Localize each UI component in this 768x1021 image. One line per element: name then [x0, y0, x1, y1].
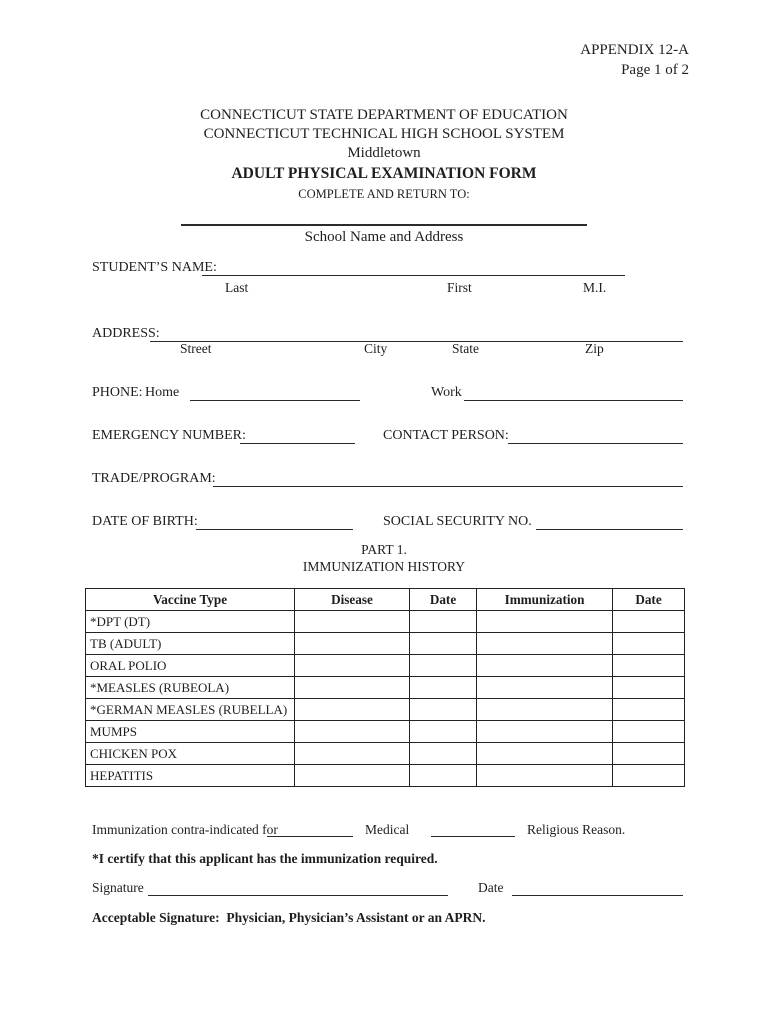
col-header-disease: Disease: [295, 589, 410, 611]
table-row: [86, 633, 685, 655]
address-sublabel-street: Street: [180, 341, 212, 356]
immunization-cell[interactable]: [477, 655, 613, 677]
table-row: [86, 677, 685, 699]
disease-cell[interactable]: [295, 721, 410, 743]
contra-religious-label: Religious Reason.: [527, 822, 626, 837]
disease-cell[interactable]: [295, 743, 410, 765]
school-name-blank[interactable]: [181, 214, 587, 226]
student-name-blank[interactable]: [202, 261, 625, 276]
phone-label: PHONE:: [92, 385, 143, 400]
part1-title: PART 1.: [361, 542, 407, 557]
signature-blank[interactable]: [148, 881, 448, 896]
page-corner-header: [580, 40, 689, 80]
date-cell[interactable]: [410, 655, 477, 677]
ssn-blank[interactable]: [536, 515, 683, 530]
disease-cell[interactable]: [295, 633, 410, 655]
date-of-birth-blank[interactable]: [196, 515, 353, 530]
table-row: [86, 743, 685, 765]
vaccine-name: *DPT (DT): [86, 611, 295, 633]
emergency-number-label: EMERGENCY NUMBER:: [92, 428, 246, 443]
date-of-birth-label: DATE OF BIRTH:: [92, 514, 198, 529]
title-block: [0, 106, 768, 204]
date-cell[interactable]: [410, 699, 477, 721]
table-header-row: [86, 589, 685, 611]
address-label: ADDRESS:: [92, 326, 160, 341]
signature-date-label: Date: [478, 880, 504, 895]
date-cell[interactable]: [613, 765, 685, 787]
trade-program-label: TRADE/PROGRAM:: [92, 471, 216, 486]
part1-subtitle: IMMUNIZATION HISTORY: [302, 559, 466, 574]
acceptable-signature-note: Acceptable Signature: Physician, Physician’s Assistant or an APRN.: [92, 910, 486, 925]
page-number-label: Page 1 of 2: [621, 62, 689, 78]
col-header-date2: Date: [613, 589, 685, 611]
phone-home-blank[interactable]: [190, 386, 360, 401]
school-name-caption: School Name and Address: [304, 229, 464, 245]
date-cell[interactable]: [613, 699, 685, 721]
date-cell[interactable]: [613, 677, 685, 699]
table-row: [86, 655, 685, 677]
contra-indicated-label: Immunization contra-indicated for: [92, 822, 278, 837]
vaccine-name: HEPATITIS: [86, 765, 295, 787]
date-cell[interactable]: [410, 611, 477, 633]
immunization-cell[interactable]: [477, 765, 613, 787]
immunization-table: [85, 588, 685, 787]
form-title: ADULT PHYSICAL EXAMINATION FORM: [231, 165, 537, 182]
date-cell[interactable]: [613, 655, 685, 677]
signature-label: Signature: [92, 880, 144, 895]
col-header-immunization: Immunization: [477, 589, 613, 611]
emergency-number-blank[interactable]: [240, 429, 355, 444]
contra-religious-blank[interactable]: [431, 822, 515, 837]
col-header-date1: Date: [410, 589, 477, 611]
disease-cell[interactable]: [295, 611, 410, 633]
student-name-label: STUDENT’S NAME:: [92, 260, 217, 275]
immunization-cell[interactable]: [477, 633, 613, 655]
date-cell[interactable]: [613, 721, 685, 743]
contra-medical-blank[interactable]: [267, 822, 353, 837]
vaccine-name: *GERMAN MEASLES (RUBELLA): [86, 699, 295, 721]
dept-title: CONNECTICUT STATE DEPARTMENT OF EDUCATION: [200, 107, 568, 123]
appendix-label: APPENDIX 12-A: [580, 42, 689, 58]
contra-medical-label: Medical: [365, 822, 410, 837]
city-title: Middletown: [347, 145, 421, 161]
signature-date-blank[interactable]: [512, 881, 683, 896]
date-cell[interactable]: [410, 743, 477, 765]
certify-statement: *I certify that this applicant has the immunization required.: [92, 851, 438, 866]
student-name-sublabel-first: First: [447, 280, 472, 295]
immunization-cell[interactable]: [477, 743, 613, 765]
address-blank[interactable]: [150, 327, 683, 342]
vaccine-name: MUMPS: [86, 721, 295, 743]
immunization-cell[interactable]: [477, 677, 613, 699]
immunization-cell[interactable]: [477, 721, 613, 743]
date-cell[interactable]: [613, 743, 685, 765]
return-to-label: COMPLETE AND RETURN TO:: [298, 187, 470, 201]
vaccine-name: *MEASLES (RUBEOLA): [86, 677, 295, 699]
address-sublabel-state: State: [452, 341, 479, 356]
date-cell[interactable]: [613, 611, 685, 633]
phone-work-label: Work: [431, 385, 462, 400]
table-row: [86, 721, 685, 743]
date-cell[interactable]: [410, 677, 477, 699]
vaccine-name: CHICKEN POX: [86, 743, 295, 765]
address-sublabel-zip: Zip: [585, 341, 604, 356]
student-name-sublabel-mi: M.I.: [583, 280, 607, 295]
disease-cell[interactable]: [295, 655, 410, 677]
date-cell[interactable]: [410, 765, 477, 787]
table-row: [86, 699, 685, 721]
disease-cell[interactable]: [295, 699, 410, 721]
table-row: [86, 765, 685, 787]
contact-person-blank[interactable]: [508, 429, 683, 444]
system-title: CONNECTICUT TECHNICAL HIGH SCHOOL SYSTEM: [203, 126, 565, 142]
disease-cell[interactable]: [295, 765, 410, 787]
immunization-cell[interactable]: [477, 611, 613, 633]
col-header-vaccine-type: Vaccine Type: [86, 589, 295, 611]
address-sublabel-city: City: [364, 341, 388, 356]
phone-work-blank[interactable]: [464, 386, 683, 401]
immunization-cell[interactable]: [477, 699, 613, 721]
trade-program-blank[interactable]: [213, 472, 683, 487]
vaccine-name: TB (ADULT): [86, 633, 295, 655]
vaccine-name: ORAL POLIO: [86, 655, 295, 677]
date-cell[interactable]: [613, 633, 685, 655]
date-cell[interactable]: [410, 721, 477, 743]
contact-person-label: CONTACT PERSON:: [383, 428, 509, 443]
ssn-label: SOCIAL SECURITY NO.: [383, 514, 532, 529]
disease-cell[interactable]: [295, 677, 410, 699]
student-name-sublabel-last: Last: [225, 280, 249, 295]
phone-home-label: Home: [145, 385, 180, 400]
part1-heading: [0, 541, 768, 575]
table-row: [86, 611, 685, 633]
date-cell[interactable]: [410, 633, 477, 655]
